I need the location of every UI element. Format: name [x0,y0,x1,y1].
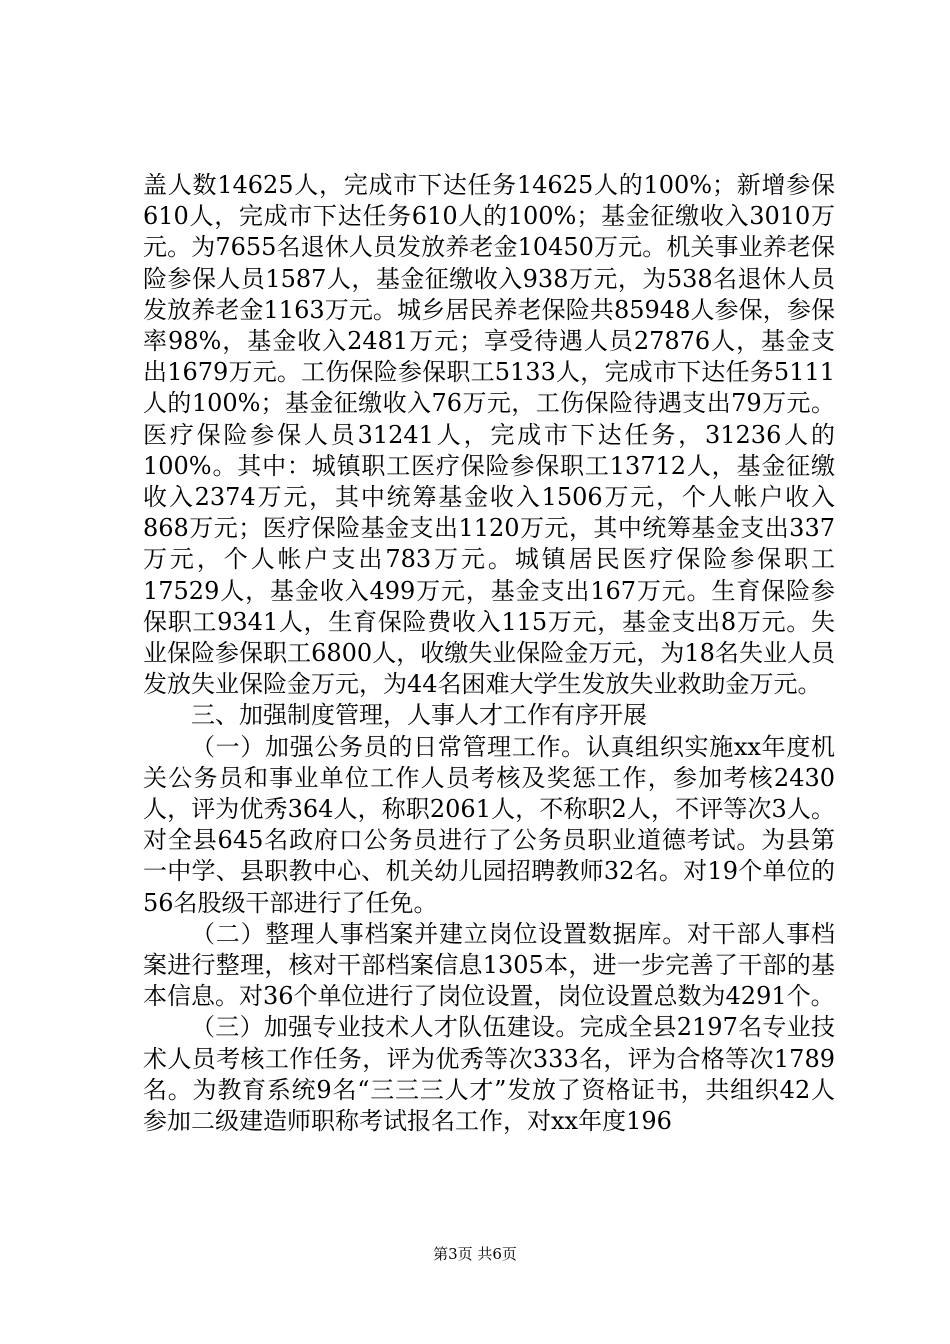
section-heading-personnel: 三、加强制度管理，人事人才工作有序开展 [191,701,647,730]
paragraph-technical-talent: （三）加强专业技术人才队伍建设。完成全县2197名专业技术人员考核工作任务，评为优秀等次333名，评为合格等次1789名。为教育系统9名“三三三人才”发放了资格证书，共组织42人参加二级建造师职称考试报名工作，对xx年度196 [143,1013,835,1136]
paragraph-social-insurance-stats: 盖人数14625人，完成市下达任务14625人的100%；新增参保610人，完成市下达任务610人的100%；基金征缴收入3010万元。为7655名退休人员发放养老金10450万元。机关事业养老保险参保人员1587人，基金征缴收入938万元，为538名退休人员发放养老金1163万元。城乡居民养老保险共85948人参保，参保率98%，基金收入2481万元；享受待遇人员27876人，基金支出1679万元。工伤保险参保职工5133人，完成市下达任务5111人的100%；基金征缴收入76万元，工伤保险待遇支出79万元。医疗保险参保人员31241人，完成市下达任务，31236人的100%。其中：城镇职工医疗保险参保职工13712人，基金征缴收入2374万元，其中统筹基金收入1506万元，个人帐户收入868万元；医疗保险基金支出1120万元，其中统筹基金支出337万元，个人帐户支出783万元。城镇居民医疗保险参保职工17529人，基金收入499万元，基金支出167万元。生育保险参保职工9341人，生育保险费收入115万元，基金支出8万元。失业保险参保职工6800人，收缴失业保险金万元，为18名失业人员发放失业保险金万元，为44名困难大学生发放失业救助金万元。 [143,171,835,699]
paragraph-personnel-archives: （二）整理人事档案并建立岗位设置数据库。对干部人事档案进行整理，核对干部档案信息1305本，进一步完善了干部的基本信息。对36个单位进行了岗位设置，岗位设置总数为4291个。 [143,919,835,1011]
paragraph-civil-servant-management: （一）加强公务员的日常管理工作。认真组织实施xx年度机关公务员和事业单位工作人员考核及奖惩工作，参加考核2430人，评为优秀364人，称职2061人，不称职2人，不评等次3人。对全县645名政府口公务员进行了公务员职业道德考试。为县第一中学、县职教中心、机关幼儿园招聘教师32名。对19个单位的56名股级干部进行了任免。 [143,732,835,917]
page-footer: 第3页 共6页 [433,1245,517,1263]
document-body [143,170,835,1137]
